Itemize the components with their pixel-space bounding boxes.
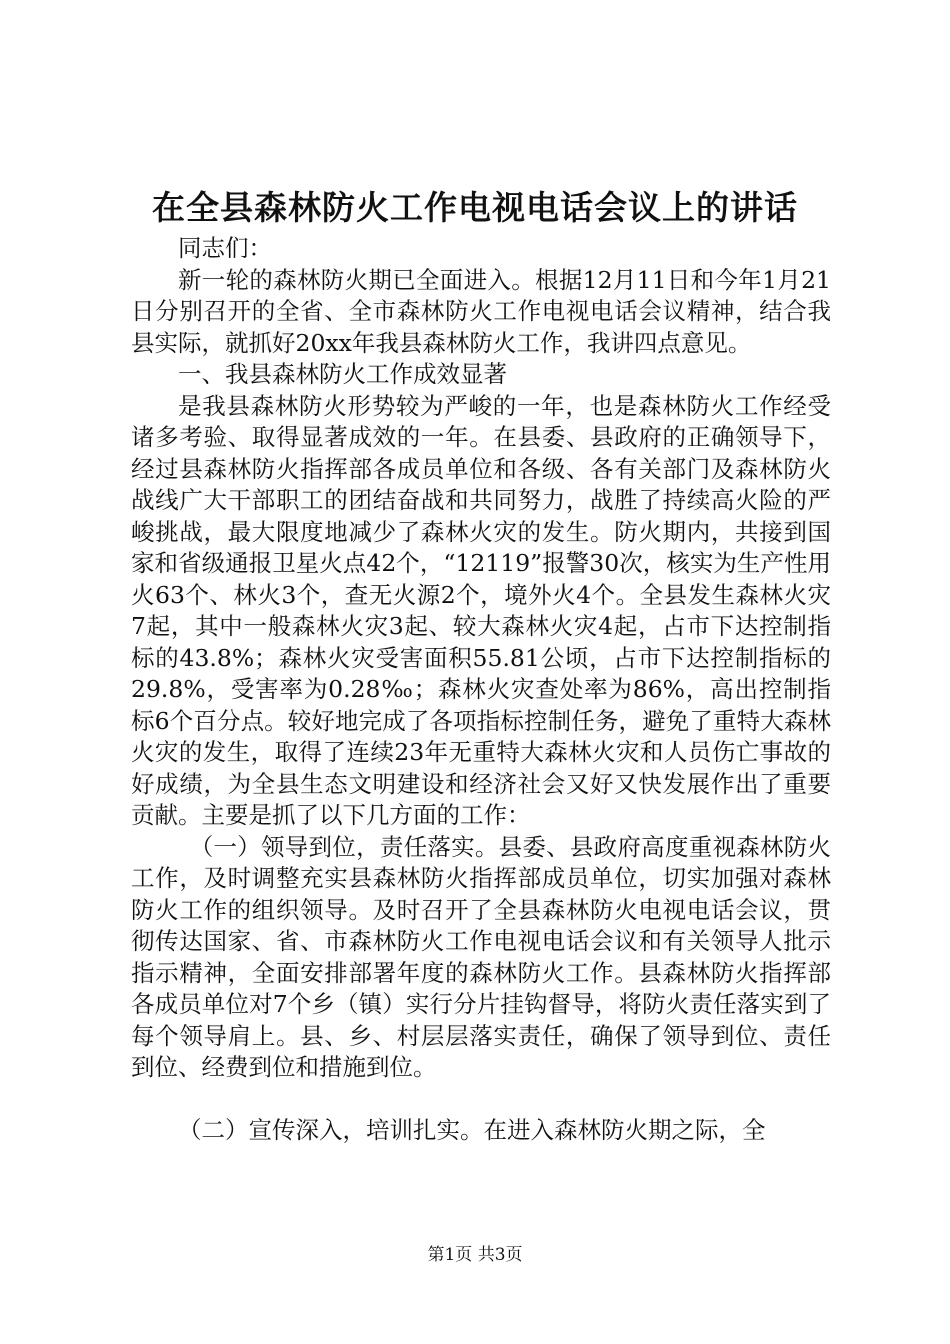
document-body	[131, 233, 831, 1147]
paragraph-intro: 新一轮的森林防火期已全面进入。根据12月11日和今年1月21日分别召开的全省、全市森林防火工作电视电话会议精神，结合我县实际，就抓好20xx年我县森林防火工作，我讲四点意见。	[131, 265, 831, 357]
paragraph-achievements: 是我县森林防火形势较为严峻的一年，也是森林防火工作经受诸多考验、取得显著成效的一年。在县委、县政府的正确领导下，经过县森林防火指挥部各成员单位和各级、各有关部门及森林防火战线广大干部职工的团结奋战和共同努力，战胜了持续高火险的严峻挑战，最大限度地减少了森林火灾的发生。防火期内，共接到国家和省级通报卫星火点42个，“12119”报警30次，核实为生产性用火63个、林火3个，查无火源2个，境外火4个。全县发生森林火灾7起，其中一般森林火灾3起、较大森林火灾4起，占市下达控制指标的43.8%；森林火灾受害面积55.81公顷，占市下达控制指标的29.8%，受害率为0.28‰；森林火灾查处率为86%，高出控制指标6个百分点。较好地完成了各项指标控制任务，避免了重特大森林火灾的发生，取得了连续23年无重特大森林火灾和人员伤亡事故的好成绩，为全县生态文明建设和经济社会又好又快发展作出了重要贡献。主要是抓了以下几方面的工作：	[131, 391, 831, 829]
salutation: 同志们：	[178, 234, 272, 262]
paragraph-subsection-1: （一）领导到位，责任落实。县委、县政府高度重视森林防火工作，及时调整充实县森林防火指挥部成员单位，切实加强对森林防火工作的组织领导。及时召开了全县森林防火电视电话会议，贯彻传达国家、省、市森林防火工作电视电话会议和有关领导人批示指示精神，全面安排部署年度的森林防火工作。县森林防火指挥部各成员单位对7个乡（镇）实行分片挂钩督导，将防火责任落实到了每个领导肩上。县、乡、村层层落实责任，确保了领导到位、责任到位、经费到位和措施到位。	[131, 832, 831, 1081]
page-footer: 第1页 共3页	[427, 1245, 523, 1265]
paragraph-subsection-2: （二）宣传深入，培训扎实。在进入森林防火期之际，全	[178, 1116, 766, 1144]
document-title: 在全县森林防火工作电视电话会议上的讲话	[152, 188, 798, 227]
section-heading-1: 一、我县森林防火工作成效显著	[178, 360, 507, 388]
